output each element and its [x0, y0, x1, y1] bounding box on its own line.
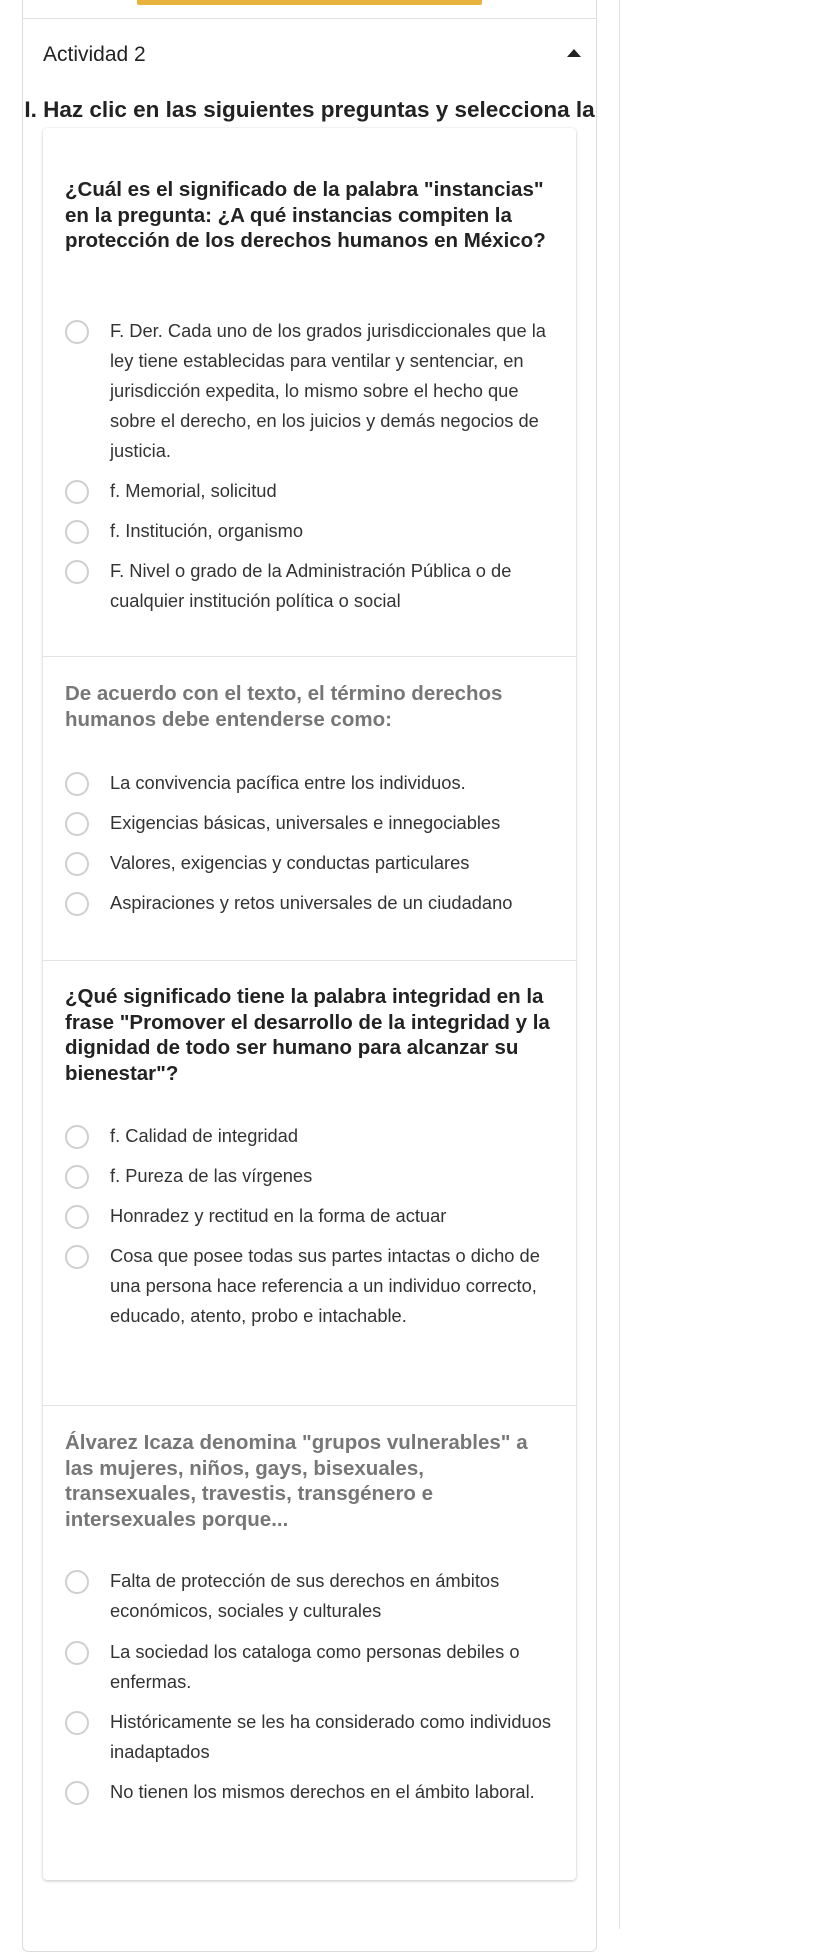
question-4 — [43, 1405, 576, 1880]
question-text: De acuerdo con el texto, el término derechos humanos debe entenderse como: — [65, 682, 503, 731]
radio-button[interactable] — [65, 852, 89, 876]
option-label: Honradez y rectitud en la forma de actuar — [110, 1205, 447, 1226]
option-label: No tienen los mismos derechos en el ámbito laboral. — [110, 1781, 535, 1802]
answer-option[interactable] — [65, 1707, 560, 1767]
question-1 — [43, 128, 576, 656]
option-label: f. Calidad de integridad — [110, 1125, 299, 1146]
answer-option[interactable] — [65, 848, 560, 878]
answer-option[interactable] — [65, 888, 560, 918]
collapse-caret-icon[interactable] — [567, 49, 581, 57]
answer-option[interactable] — [65, 1161, 560, 1191]
question-3 — [43, 960, 576, 1405]
question-2 — [43, 656, 576, 960]
option-label: La sociedad los cataloga como personas debiles o enfermas. — [110, 1641, 520, 1692]
answer-option[interactable] — [65, 556, 560, 616]
option-label: F. Der. Cada uno de los grados jurisdiccionales que la ley tiene establecidas para ventilar y sentenciar, en jurisdicción expedita, lo mismo sobre el hecho que sobre el derecho, en los juicios y demás negocios de justicia. — [110, 320, 546, 461]
radio-button[interactable] — [65, 1781, 89, 1805]
radio-button[interactable] — [65, 1570, 89, 1594]
option-label: F. Nivel o grado de la Administración Pública o de cualquier institución política o social — [110, 560, 512, 611]
question-text: ¿Cuál es el significado de la palabra "instancias" en la pregunta: ¿A qué instancias compiten la protección de los derechos humanos en México? — [65, 178, 546, 252]
option-label: Históricamente se les ha considerado como individuos inadaptados — [110, 1711, 552, 1762]
answer-option[interactable] — [65, 1241, 560, 1361]
answer-option[interactable] — [65, 808, 560, 838]
page-right-divider — [619, 0, 620, 1929]
radio-button[interactable] — [65, 1245, 89, 1269]
answer-option[interactable] — [65, 1121, 560, 1151]
option-label: Cosa que posee todas sus partes intactas o dicho de una persona hace referencia a un individuo correcto, educado, atento, probo e intachable. — [110, 1245, 540, 1326]
radio-button[interactable] — [65, 1165, 89, 1189]
option-label: f. Memorial, solicitud — [110, 480, 277, 501]
radio-button[interactable] — [65, 1711, 89, 1735]
header-divider — [22, 18, 597, 19]
progress-accent-bar — [137, 0, 482, 5]
answer-option[interactable] — [65, 1637, 560, 1697]
option-label: La convivencia pacífica entre los individuos. — [110, 772, 466, 793]
radio-button[interactable] — [65, 1125, 89, 1149]
option-label: f. Pureza de las vírgenes — [110, 1165, 313, 1186]
quiz-card — [43, 128, 576, 1880]
answer-option[interactable] — [65, 768, 560, 798]
option-label: Falta de protección de sus derechos en ámbitos económicos, sociales y culturales — [110, 1570, 500, 1621]
option-label: Valores, exigencias y conductas particulares — [110, 852, 470, 873]
radio-button[interactable] — [65, 812, 89, 836]
radio-button[interactable] — [65, 1205, 89, 1229]
radio-button[interactable] — [65, 560, 89, 584]
radio-button[interactable] — [65, 520, 89, 544]
radio-button[interactable] — [65, 772, 89, 796]
option-label: Aspiraciones y retos universales de un ciudadano — [110, 892, 513, 913]
option-label: f. Institución, organismo — [110, 520, 304, 541]
answer-option[interactable] — [65, 1777, 560, 1837]
radio-button[interactable] — [65, 320, 89, 344]
question-text: Álvarez Icaza denomina "grupos vulnerables" a las mujeres, niños, gays, bisexuales, transexuales, travestis, transgénero e intersexuales porque... — [65, 1431, 528, 1531]
activity-title: Actividad 2 — [43, 43, 146, 66]
question-text: ¿Qué significado tiene la palabra integridad en la frase "Promover el desarrollo de la integridad y la dignidad de todo ser humano para alcanzar su bienestar"? — [65, 985, 550, 1085]
option-label: Exigencias básicas, universales e innegociables — [110, 812, 501, 833]
activity-header[interactable] — [43, 40, 581, 70]
activity-instruction: I. Haz clic en las siguientes preguntas y selecciona la — [24, 97, 595, 122]
answer-option[interactable] — [65, 1201, 560, 1231]
answer-option[interactable] — [65, 1566, 560, 1626]
radio-button[interactable] — [65, 480, 89, 504]
radio-button[interactable] — [65, 1641, 89, 1665]
answer-option[interactable] — [65, 316, 560, 461]
radio-button[interactable] — [65, 892, 89, 916]
answer-option[interactable] — [65, 476, 560, 506]
answer-option[interactable] — [65, 516, 560, 546]
